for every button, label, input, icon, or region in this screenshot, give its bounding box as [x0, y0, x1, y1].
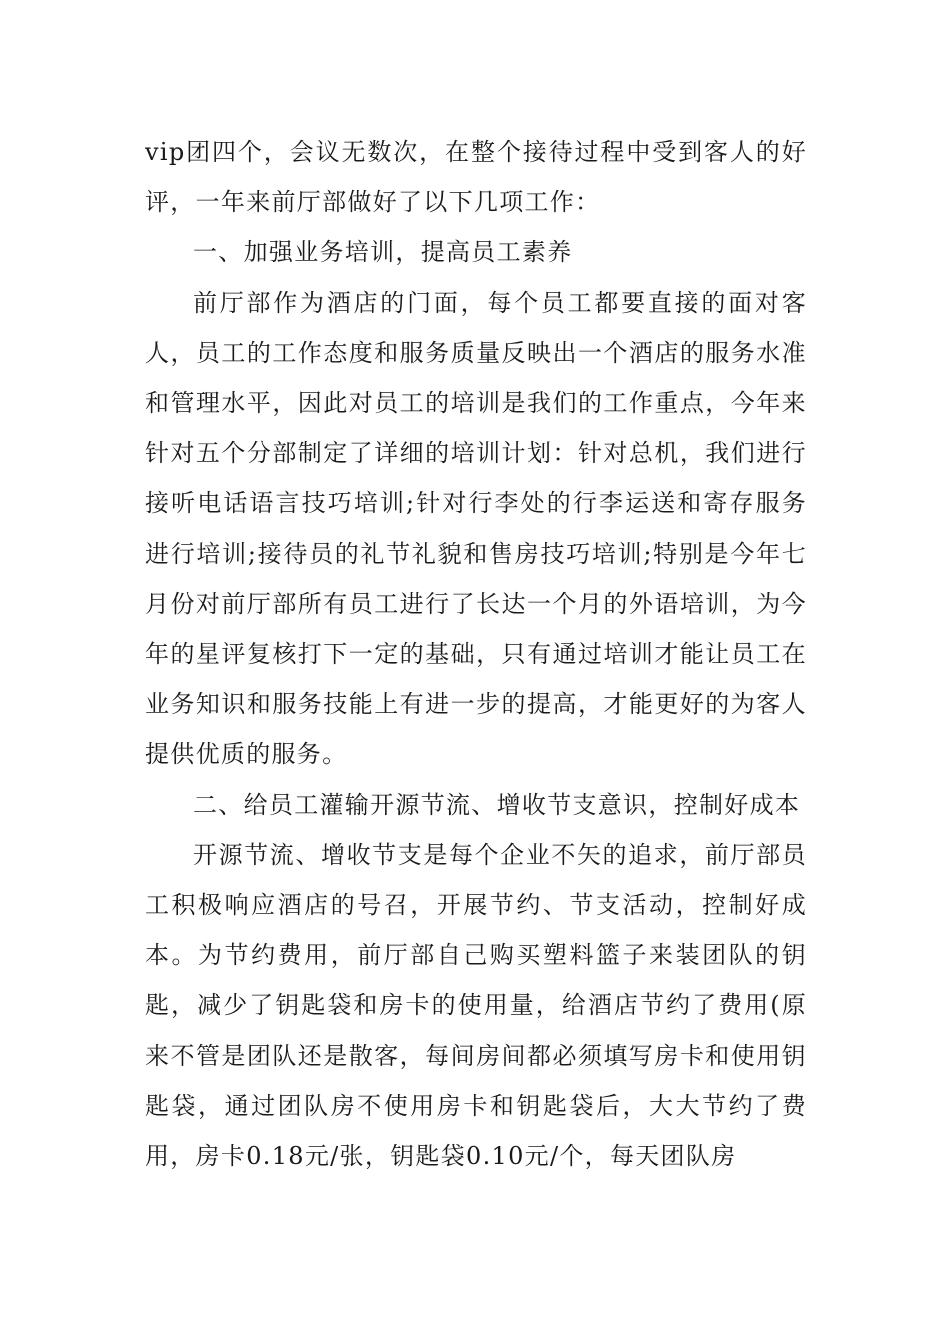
section-heading-1: 一、加强业务培训，提高员工素养	[193, 238, 573, 267]
paragraph-cost-control: 开源节流、增收节支是每个企业不矢的追求，前厅部员工积极响应酒店的号召，开展节约、节支活动，控制好成本。为节约费用，前厅部自己购买塑料篮子来装团队的钥匙，减少了钥匙袋和房卡的使用量，给酒店节约了费用(原来不管是团队还是散客，每间房间都必须填写房卡和使用钥匙袋，通过团队房不使用房卡和钥匙袋后，大大节约了费用，房卡0.18元/张，钥匙袋0.10元/个，每天团队房	[145, 840, 807, 1171]
paragraph-intro-continuation: vip团四个，会议无数次，在整个接待过程中受到客人的好评，一年来前厅部做好了以下几项工作：	[145, 138, 807, 217]
section-heading-2: 二、给员工灌输开源节流、增收节支意识，控制好成本	[193, 790, 801, 819]
paragraph-training: 前厅部作为酒店的门面，每个员工都要直接的面对客人，员工的工作态度和服务质量反映出一个酒店的服务水准和管理水平，因此对员工的培训是我们的工作重点，今年来针对五个分部制定了详细的培训计划：针对总机，我们进行接听电话语言技巧培训;针对行李处的行李运送和寄存服务进行培训;接待员的礼节礼貌和售房技巧培训;特别是今年七月份对前厅部所有员工进行了长达一个月的外语培训，为今年的星评复核打下一定的基础，只有通过培训才能让员工在业务知识和服务技能上有进一步的提高，才能更好的为客人提供优质的服务。	[145, 288, 807, 769]
document-page	[145, 127, 807, 1181]
